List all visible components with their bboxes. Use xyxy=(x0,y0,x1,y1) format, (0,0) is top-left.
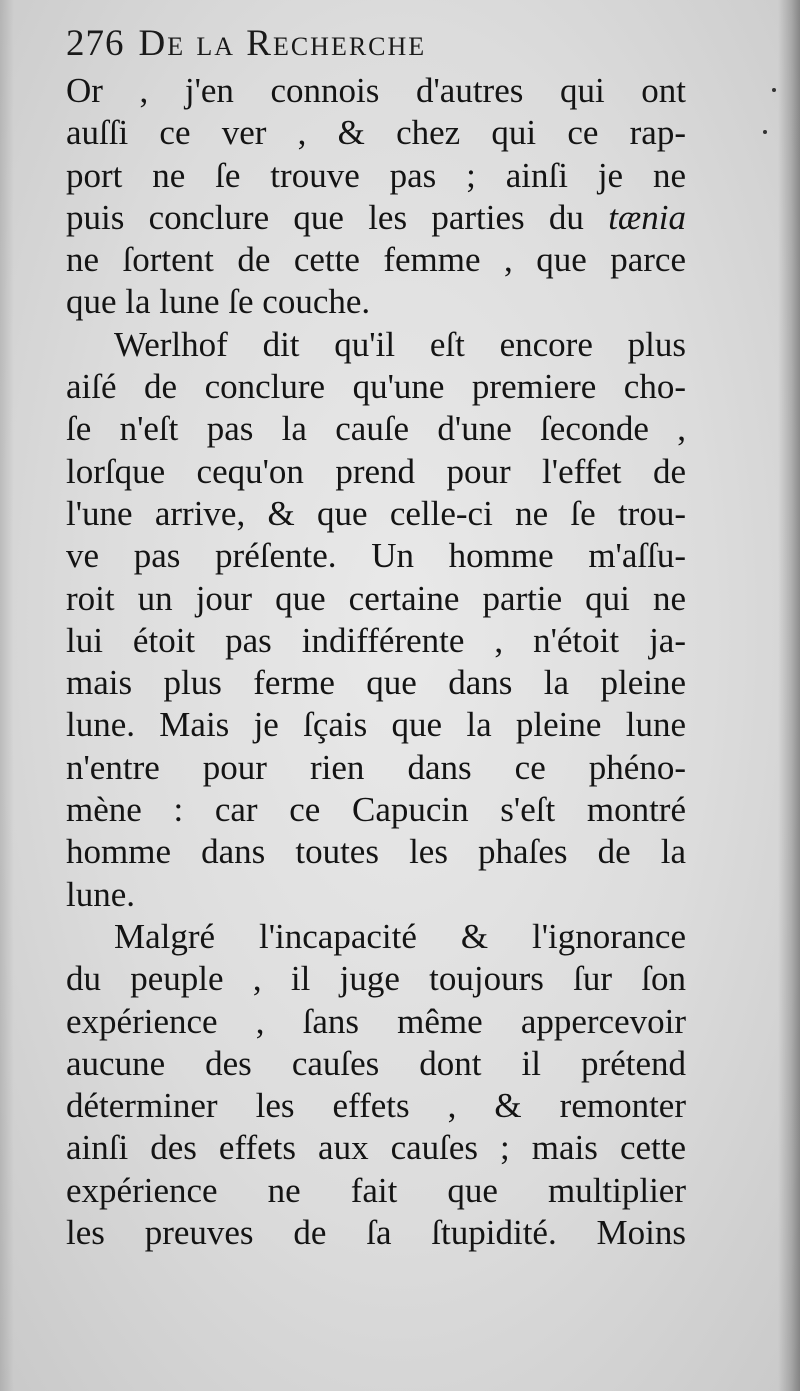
text-line: lui étoit pas indifférente , n'étoit ja- xyxy=(66,620,686,660)
page-number: 276 xyxy=(66,23,125,64)
running-head xyxy=(66,22,426,66)
text-line: mène : car ce Capucin s'eſt montré xyxy=(66,790,686,830)
text-line: Or , j'en connois d'autres qui ont xyxy=(66,71,686,110)
text-line: ne ſortent de cette femme , que parce xyxy=(66,240,686,280)
text-line: Malgré l'incapacité & l'ignorance xyxy=(114,916,686,956)
text-line: expérience , ſans même appercevoir xyxy=(66,1001,686,1041)
running-title: De la Recherche xyxy=(138,23,427,64)
body-text xyxy=(66,70,686,1254)
ink-speck xyxy=(763,130,767,134)
text-line: ainſi des effets aux cauſes ; mais cette xyxy=(66,1128,686,1168)
text-line: port ne ſe trouve pas ; ainſi je ne xyxy=(66,155,686,195)
text-line: auſſi ce ver , & chez qui ce rap- xyxy=(66,113,686,153)
text-segment: puis conclure que les parties du xyxy=(66,197,609,237)
text-line: déterminer les effets , & remonter xyxy=(66,1086,686,1126)
text-line: n'entre pour rien dans ce phéno- xyxy=(66,747,686,787)
text-line: mais plus ferme que dans la pleine xyxy=(66,663,686,703)
text-line: lorſque cequ'on prend pour l'effet de xyxy=(66,451,686,491)
text-line: aiſé de conclure qu'une premiere cho- xyxy=(66,367,686,407)
text-line: roit un jour que certaine partie qui ne xyxy=(66,578,686,618)
text-line: aucune des cauſes dont il prétend xyxy=(66,1043,686,1083)
text-line: lune. Mais je ſçais que la pleine lune xyxy=(66,705,686,745)
text-line: que la lune ſe couche. xyxy=(66,282,371,322)
text-line: l'une arrive, & que celle-ci ne ſe trou- xyxy=(66,493,686,533)
text-line xyxy=(66,197,686,239)
ink-speck xyxy=(772,88,776,92)
text-line: homme dans toutes les phaſes de la xyxy=(66,832,686,872)
italic-term: tænia xyxy=(608,197,686,237)
text-line: ve pas préſente. Un homme m'aſſu- xyxy=(66,536,686,576)
text-line: expérience ne fait que multiplier xyxy=(66,1170,686,1210)
text-line: les preuves de ſa ſtupidité. Moins xyxy=(66,1213,686,1253)
text-line: lune. xyxy=(66,874,136,914)
text-line: Werlhof dit qu'il eſt encore plus xyxy=(114,324,686,364)
text-line: ſe n'eſt pas la cauſe d'une ſeconde , xyxy=(66,409,686,449)
text-line: du peuple , il juge toujours ſur ſon xyxy=(66,959,686,999)
